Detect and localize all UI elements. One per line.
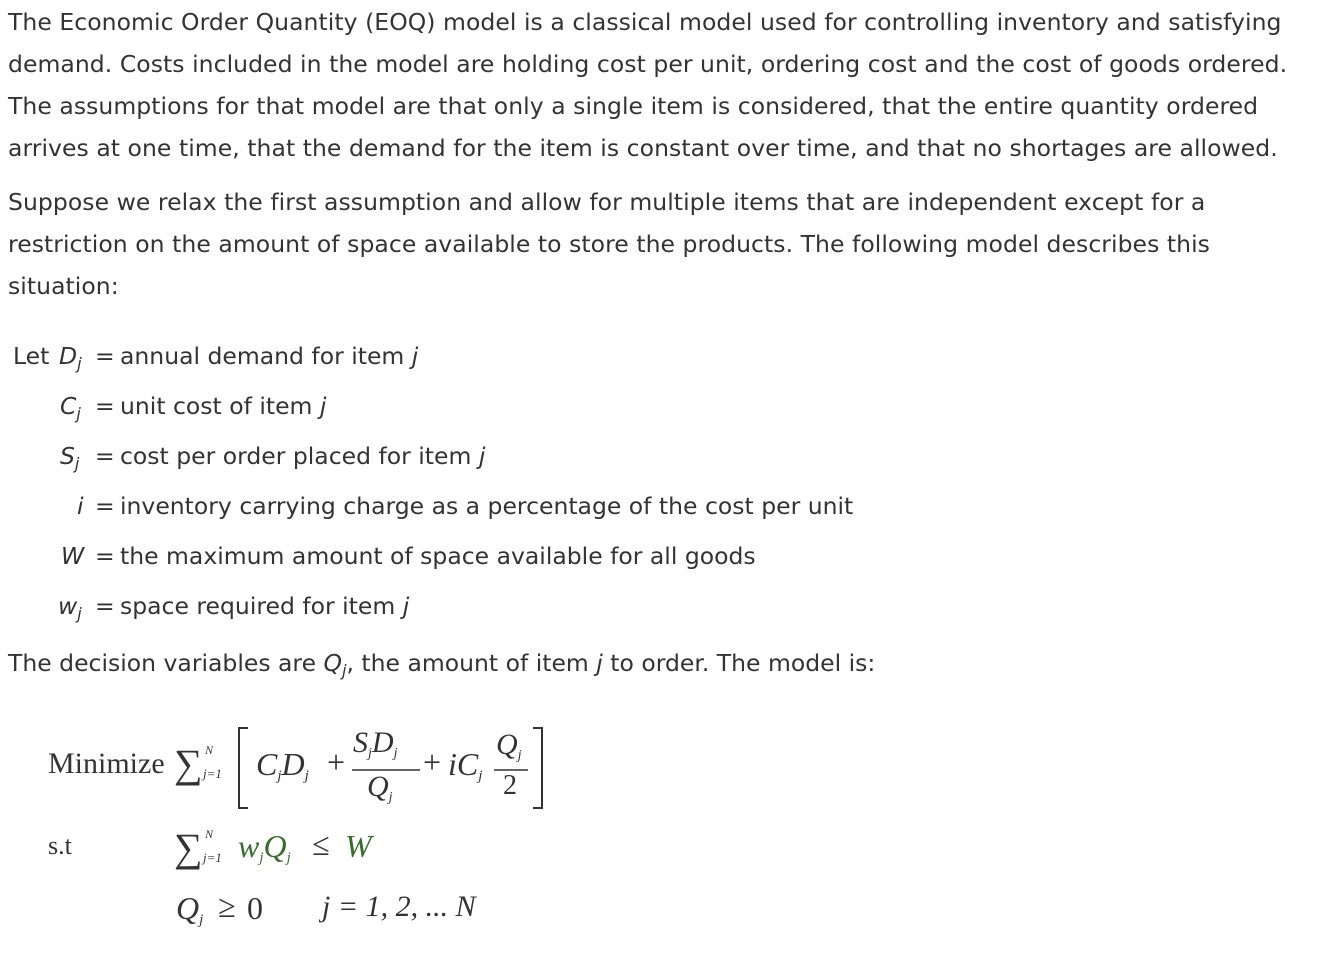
objective-term-cd: $C_jD_j$	[256, 746, 309, 784]
definition-row-unit-cost	[13, 386, 913, 426]
definition-symbol: $w_j$	[58, 592, 82, 623]
sum-lower-limit: j=1	[203, 766, 222, 781]
equals-sign: =	[95, 342, 115, 370]
nonneg-rhs: 0	[247, 890, 263, 926]
sum-upper-limit: N	[205, 743, 214, 757]
relax-line: restriction on the amount of space available to store the products. The following model describes this	[8, 230, 1210, 258]
equals-sign: =	[95, 442, 115, 470]
definition-row-carrying-charge	[13, 486, 913, 526]
definition-row-demand	[13, 336, 913, 376]
fraction-numerator: $S_jD_j$	[353, 726, 398, 761]
definition-symbol: i	[77, 492, 84, 520]
sum-lower-limit: j=1	[203, 850, 222, 865]
minimize-label: Minimize	[48, 747, 165, 780]
intro-paragraph	[8, 1, 1328, 169]
intro-line: demand. Costs included in the model are holding cost per unit, ordering cost and the cost of goods ordered.	[8, 50, 1288, 78]
definition-row-max-space	[13, 536, 913, 576]
definition-text: space required for item j	[120, 592, 410, 620]
intro-line: arrives at one time, that the demand for the item is constant over time, and that no shortages are allowed.	[8, 134, 1278, 162]
relax-line: situation:	[8, 272, 119, 300]
intro-line: The Economic Order Quantity (EOQ) model is a classical model used for controlling inventory and satisfying	[8, 8, 1282, 36]
equals-sign: =	[95, 542, 115, 570]
fraction-denominator: 2	[503, 770, 517, 801]
definition-symbol: $S_j$	[60, 442, 80, 473]
index-range: j = 1, 2, ... N	[322, 890, 476, 923]
decision-variables-sentence: The decision variables are $Q_j$, the amount of item j to order. The model is:	[8, 649, 876, 680]
summation-sign: ∑	[174, 825, 203, 870]
constraint-rhs: W	[345, 828, 372, 864]
sum-upper-limit: N	[205, 827, 214, 841]
equals-sign: =	[95, 392, 115, 420]
definition-symbol: $D_j$	[59, 342, 82, 373]
greater-equal-sign: ≥	[218, 888, 236, 924]
less-equal-sign: ≤	[312, 826, 330, 862]
constraint-term: $w_jQ_j$	[238, 828, 291, 866]
objective-term-ic: $iC_j$	[448, 746, 483, 784]
fraction-denominator: $Q_j$	[367, 770, 393, 805]
relax-paragraph	[8, 181, 1328, 307]
definition-row-space-required	[13, 586, 913, 626]
let-word: Let	[13, 342, 50, 370]
definition-symbol: $C_j$	[60, 392, 81, 423]
nonneg-lhs: $Q_j$	[176, 890, 204, 928]
summation-sign: ∑	[174, 741, 203, 786]
definition-text: cost per order placed for item j	[120, 442, 486, 470]
definition-symbol: W	[61, 542, 85, 570]
equals-sign: =	[95, 592, 115, 620]
left-bracket	[236, 726, 250, 810]
equals-sign: =	[95, 492, 115, 520]
definition-text: annual demand for item j	[120, 342, 419, 370]
relax-line: Suppose we relax the first assumption and allow for multiple items that are independent except for a	[8, 188, 1206, 216]
definition-text: the maximum amount of space available for all goods	[120, 542, 756, 570]
plus-sign: +	[423, 744, 442, 780]
definition-row-order-cost	[13, 436, 913, 476]
subject-to-label: s.t	[48, 831, 72, 860]
definition-text: inventory carrying charge as a percentage of the cost per unit	[120, 492, 854, 520]
fraction-numerator: $Q_j$	[496, 728, 522, 763]
definition-text: unit cost of item j	[120, 392, 327, 420]
intro-line: The assumptions for that model are that only a single item is considered, that the entire quantity ordered	[8, 92, 1259, 120]
plus-sign: +	[327, 744, 346, 780]
right-bracket	[531, 726, 545, 810]
